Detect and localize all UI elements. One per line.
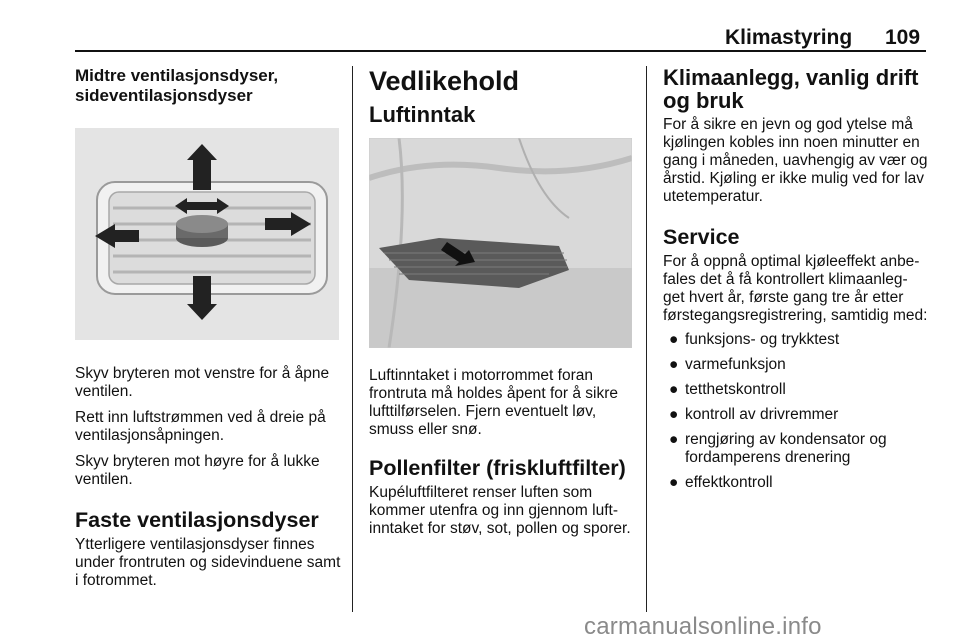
- list-item: ● effektkontroll: [669, 474, 773, 491]
- air-intake-text: Luftinntaket i motorrommet foran frontruta må holdes åpent for å sikre lufttilførselen. Fjern eventuelt løv, smuss eller snø.: [369, 367, 618, 438]
- column-1: [75, 66, 345, 598]
- bullet: ●: [669, 406, 679, 423]
- bullet: ●: [669, 474, 679, 491]
- watermark: carmanualsonline.info: [584, 613, 822, 640]
- bullet: ●: [669, 381, 679, 398]
- list-item: ● kontroll av drivremmer: [669, 406, 839, 423]
- list-item: ● varmefunksjon: [669, 356, 786, 373]
- section-title: Klimastyring: [725, 26, 853, 49]
- column-divider-right: [646, 66, 647, 612]
- vent-illustration: [75, 128, 345, 345]
- page-number: 109: [885, 26, 921, 49]
- list-item: ● funksjons- og trykktest: [669, 331, 840, 348]
- air-intake-photo: [369, 138, 637, 353]
- paragraph-3: Skyv bryteren mot høyre for å lukke ventilen.: [75, 453, 320, 488]
- service-text: For å oppnå optimal kjøleeffekt anbe-fales det å få kontrollert klimaanleg-get hvert år, første gang tre år etter førstegangsregistrering, samtidig med:: [663, 253, 928, 324]
- bullet: ●: [669, 331, 679, 348]
- service-list: [663, 331, 928, 492]
- list-item: ● tetthetskontroll: [669, 381, 786, 398]
- pollen-filter-text: Kupéluftfilteret renser luften som kommer utenfra og inn gjennom luft-inntaket for støv, sot, pollen og sporer.: [369, 484, 631, 537]
- fixed-vents-heading: Faste ventilasjonsdyser: [75, 508, 319, 532]
- column-divider-left: [352, 66, 353, 612]
- ac-text: For å sikre en jevn og god ytelse må kjølingen kobles inn noen minutter en gang i måneden, uavhengig av vær og årstid. Kjøling er ikke mulig ved for lav utetemperatur.: [663, 116, 928, 205]
- bullet: ●: [669, 356, 679, 373]
- air-intake-heading: Luftinntak: [369, 102, 476, 127]
- fixed-vents-text: Ytterligere ventilasjonsdyser finnes under frontruten og sidevinduene samt i fotrommet.: [75, 536, 341, 589]
- column-2: [369, 66, 637, 546]
- vent-heading: Midtre ventilasjonsdyser, sideventilasjonsdyser: [75, 66, 279, 105]
- bullet: ●: [669, 431, 679, 448]
- column-3: [663, 66, 928, 499]
- maintenance-title: Vedlikehold: [369, 66, 520, 96]
- service-heading: Service: [663, 225, 740, 249]
- header-rule: [75, 50, 926, 52]
- list-item: ● rengjøring av kondensator og fordamperens drenering: [669, 431, 887, 466]
- pollen-filter-heading: Pollenfilter (friskluftfilter): [369, 456, 626, 480]
- paragraph-2: Rett inn luftstrømmen ved å dreie på ventilasjonsåpningen.: [75, 409, 326, 444]
- ac-heading: Klimaanlegg, vanlig drift og bruk: [663, 65, 919, 113]
- paragraph-1: Skyv bryteren mot venstre for å åpne ventilen.: [75, 365, 330, 400]
